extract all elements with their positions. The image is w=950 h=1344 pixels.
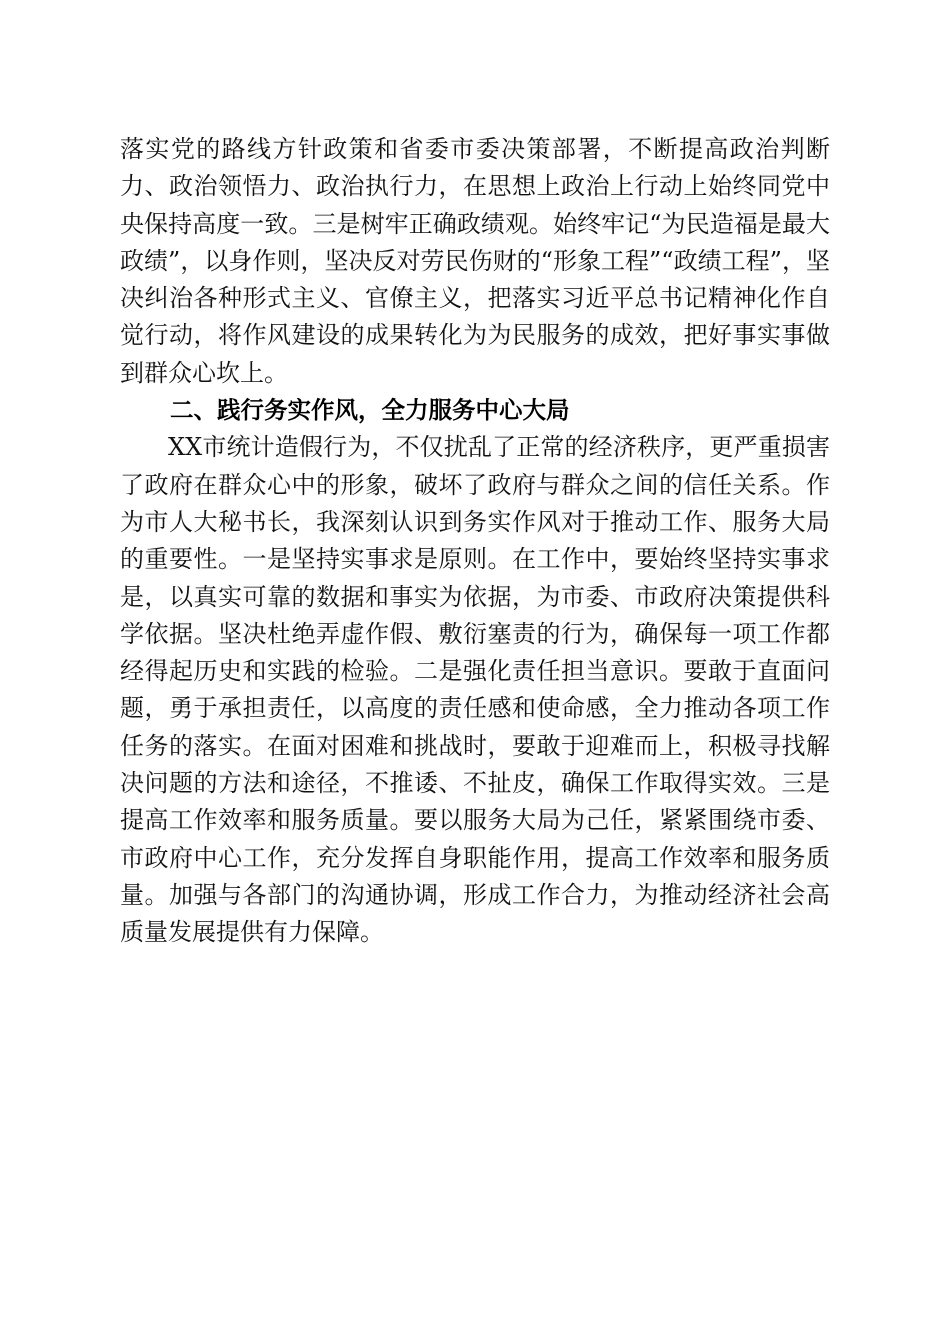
section-heading: 二、践行务实作风，全力服务中心大局 — [170, 396, 570, 425]
document-page — [120, 131, 830, 952]
continuation-paragraph: 落实党的路线方针政策和省委市委决策部署，不断提高政治判断力、政治领悟力、政治执行力，在思想上政治上行动上始终同党中央保持高度一致。三是树牢正确政绩观。始终牢记“为民造福是最大政绩”，以身作则，坚决反对劳民伤财的“形象工程”“政绩工程”，坚决纠治各种形式主义、官僚主义，把落实习近平总书记精神化作自觉行动，将作风建设的成果转化为为民服务的成效，把好事实事做到群众心坎上。 — [120, 135, 830, 387]
section-paragraph: XX市统计造假行为，不仅扰乱了正常的经济秩序，更严重损害了政府在群众心中的形象，破坏了政府与群众之间的信任关系。作为市人大秘书长，我深刻认识到务实作风对于推动工作、服务大局的重要性。一是坚持实事求是原则。在工作中，要始终坚持实事求是，以真实可靠的数据和事实为依据，为市委、市政府决策提供科学依据。坚决杜绝弄虚作假、敷衍塞责的行为，确保每一项工作都经得起历史和实践的检验。二是强化责任担当意识。要敢于直面问题，勇于承担责任，以高度的责任感和使命感，全力推动各项工作任务的落实。在面对困难和挑战时，要敢于迎难而上，积极寻找解决问题的方法和途径，不推诿、不扯皮，确保工作取得实效。三是提高工作效率和服务质量。要以服务大局为己任，紧紧围绕市委、市政府中心工作，充分发挥自身职能作用，提高工作效率和服务质量。加强与各部门的沟通协调，形成工作合力，为推动经济社会高质量发展提供有力保障。 — [120, 433, 830, 947]
